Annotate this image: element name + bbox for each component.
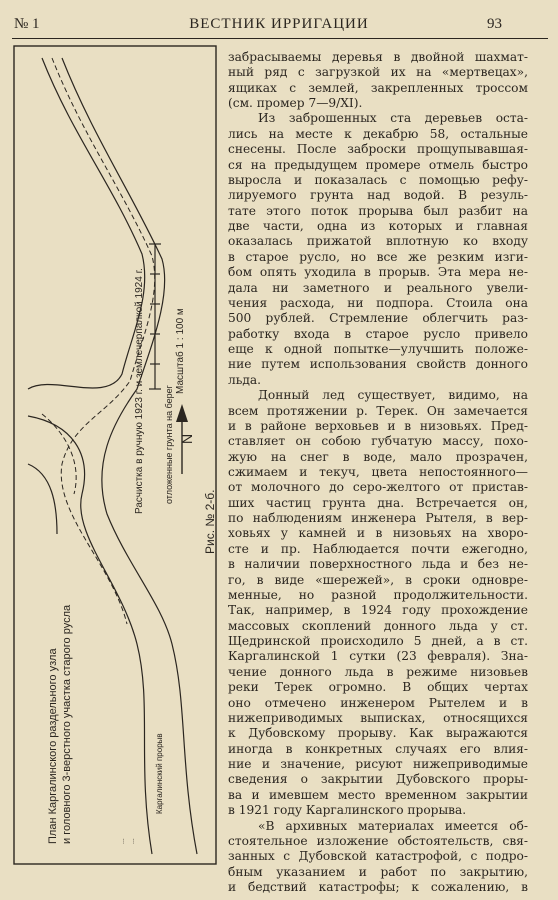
text-line: бным указанием и работ по закрытию, [228, 864, 528, 879]
text-line: оказалась прижатой вплотную ко входу [228, 234, 528, 249]
text-line: (см. промер 7—9/XI). [228, 96, 363, 111]
text-line: работку входа в старое русло привело [228, 326, 528, 341]
text-line: сведения о закрытии Дубовского проры- [228, 772, 528, 787]
plan-title-1: План Каргалинского раздельного узла [47, 648, 59, 844]
text-line: занных с Дубовской катастрофой, с подро- [228, 849, 528, 864]
text-line: ящиках с землей, закрепленных троссом [228, 80, 528, 95]
text-line: дала ни заметного и реального увели- [228, 280, 528, 295]
label-bottom-2: ... [129, 838, 136, 844]
page-number: 93 [487, 16, 502, 32]
text-line: Так, например, в 1924 году прохождение [228, 603, 528, 618]
text-line: льда. [228, 372, 262, 387]
text-line: ный ряд с загрузкой их на «мертвецах», [228, 65, 528, 80]
figure-caption: Рис. № 2-б. [203, 489, 217, 554]
text-line: массовых скоплений донного льда у ст. [228, 618, 528, 633]
text-line: тате этого поток прорыва был разбит на [228, 203, 528, 218]
text-line: стоятельное изложение обстоятельств, свя- [228, 833, 528, 848]
scale-label: Масштаб 1 : 100 м [175, 308, 186, 394]
text-line: жую на снег в воде, мало прозрачен, [228, 449, 528, 464]
plan-title-2: и головного 3-верстного участка старого русла [61, 604, 73, 844]
text-line: чения расхода, ни подпора. Стоила она [228, 295, 528, 310]
text-line: ва и имевшем место временном закрытии [228, 787, 528, 802]
text-line: сжимаем и текуч, цвета непостоянного— [228, 464, 528, 479]
text-line: выросла и показалась с помощью рефу- [228, 172, 528, 187]
text-line: к Дубовскому прорыву. Как выражаются [228, 726, 528, 741]
text-line: Щедринской происходило 5 дней, а в ст. [228, 634, 528, 649]
figure-note-2: отложенные грунта на берег [164, 385, 174, 504]
text-line: бом опять уходила в прорыв. Эта мера не- [228, 265, 528, 280]
text-line: Из заброшенных ста деревьев оста- [258, 111, 528, 126]
text-line: 500 рублей. Стремление облегчить раз- [228, 311, 528, 326]
text-line: ся на предыдущем промере отмель быстро [228, 157, 528, 172]
text-line: «В архивных материалах имеется об- [258, 818, 528, 833]
issue-number: № 1 [14, 16, 40, 32]
text-line: и бедствий катастрофы; к сожалению, в [228, 879, 528, 894]
text-line: сте и пр. Наблюдается почти ежегодно, [228, 541, 528, 556]
text-line: го, в виде «шережей», в сроки одновре- [228, 572, 528, 587]
text-line: Донный лед существует, видимо, на [258, 388, 528, 403]
text-line: оно отмечено инженером Рытелем и в [228, 695, 528, 710]
text-line: от молочного до серо-желтого от пристав- [228, 480, 528, 495]
figure-plan [12, 44, 218, 866]
journal-title: ВЕСТНИК ИРРИГАЦИИ [189, 16, 369, 32]
text-line: в 1921 году Каргалинского прорыва. [228, 803, 467, 818]
north-label: N [179, 433, 195, 444]
text-line: иногда в конкретных случаях его влия- [228, 741, 528, 756]
text-line: в старое русло, но все же резким изги- [228, 249, 528, 264]
text-line: две части, одна из которых и главная [228, 219, 528, 234]
text-line: ставляет он собою губчатую массу, похо- [228, 434, 528, 449]
text-line: забрасываемы деревья в двойной шахмат- [228, 50, 528, 64]
figure-note-1: Расчистка в ручную 1923 г. и землечерпалкой 1924 г. [134, 268, 145, 514]
text-line: ховьях у камней и в низовьях на хворо- [228, 526, 528, 541]
text-line: реки Терек огромно. В общих чертах [228, 680, 528, 695]
header-rule [12, 38, 548, 39]
text-line: ние и значение, рисуют нижеприводимые [228, 757, 528, 772]
text-line: ние путем использования свойств донного [228, 357, 528, 372]
text-line: чение донного льда в режиме низовьев [228, 664, 528, 679]
text-line: снесены. После заброски прощупывавшая- [228, 142, 528, 157]
text-line: менные, но разной продолжительности. [228, 587, 528, 602]
text-line: ших частиц грунта дна. Встречается он, [228, 495, 528, 510]
text-line: лись на месте к декабрю 58, остальные [228, 126, 528, 141]
text-line: в наличии поверхностного льда и без не- [228, 557, 528, 572]
label-bottom-1: ... [119, 838, 126, 844]
text-line: всем протяжении р. Терек. Он замечается [228, 403, 528, 418]
text-line: еще к одной попытке—улучшить положе- [228, 342, 528, 357]
text-line: по наблюдениям инженера Рытеля, в вер- [228, 511, 528, 526]
text-line: лируемого грунта над водой. В резуль- [228, 188, 528, 203]
text-line: и в районе верховьев и в низовьях. Пред- [228, 418, 528, 433]
text-line: Каргалинской 1 сутки (23 февраля). Зна- [228, 649, 528, 664]
label-dubovsky: Каргалинский прорыв [155, 733, 164, 814]
text-line: нижеприводимых выписках, относящихся [228, 710, 528, 725]
